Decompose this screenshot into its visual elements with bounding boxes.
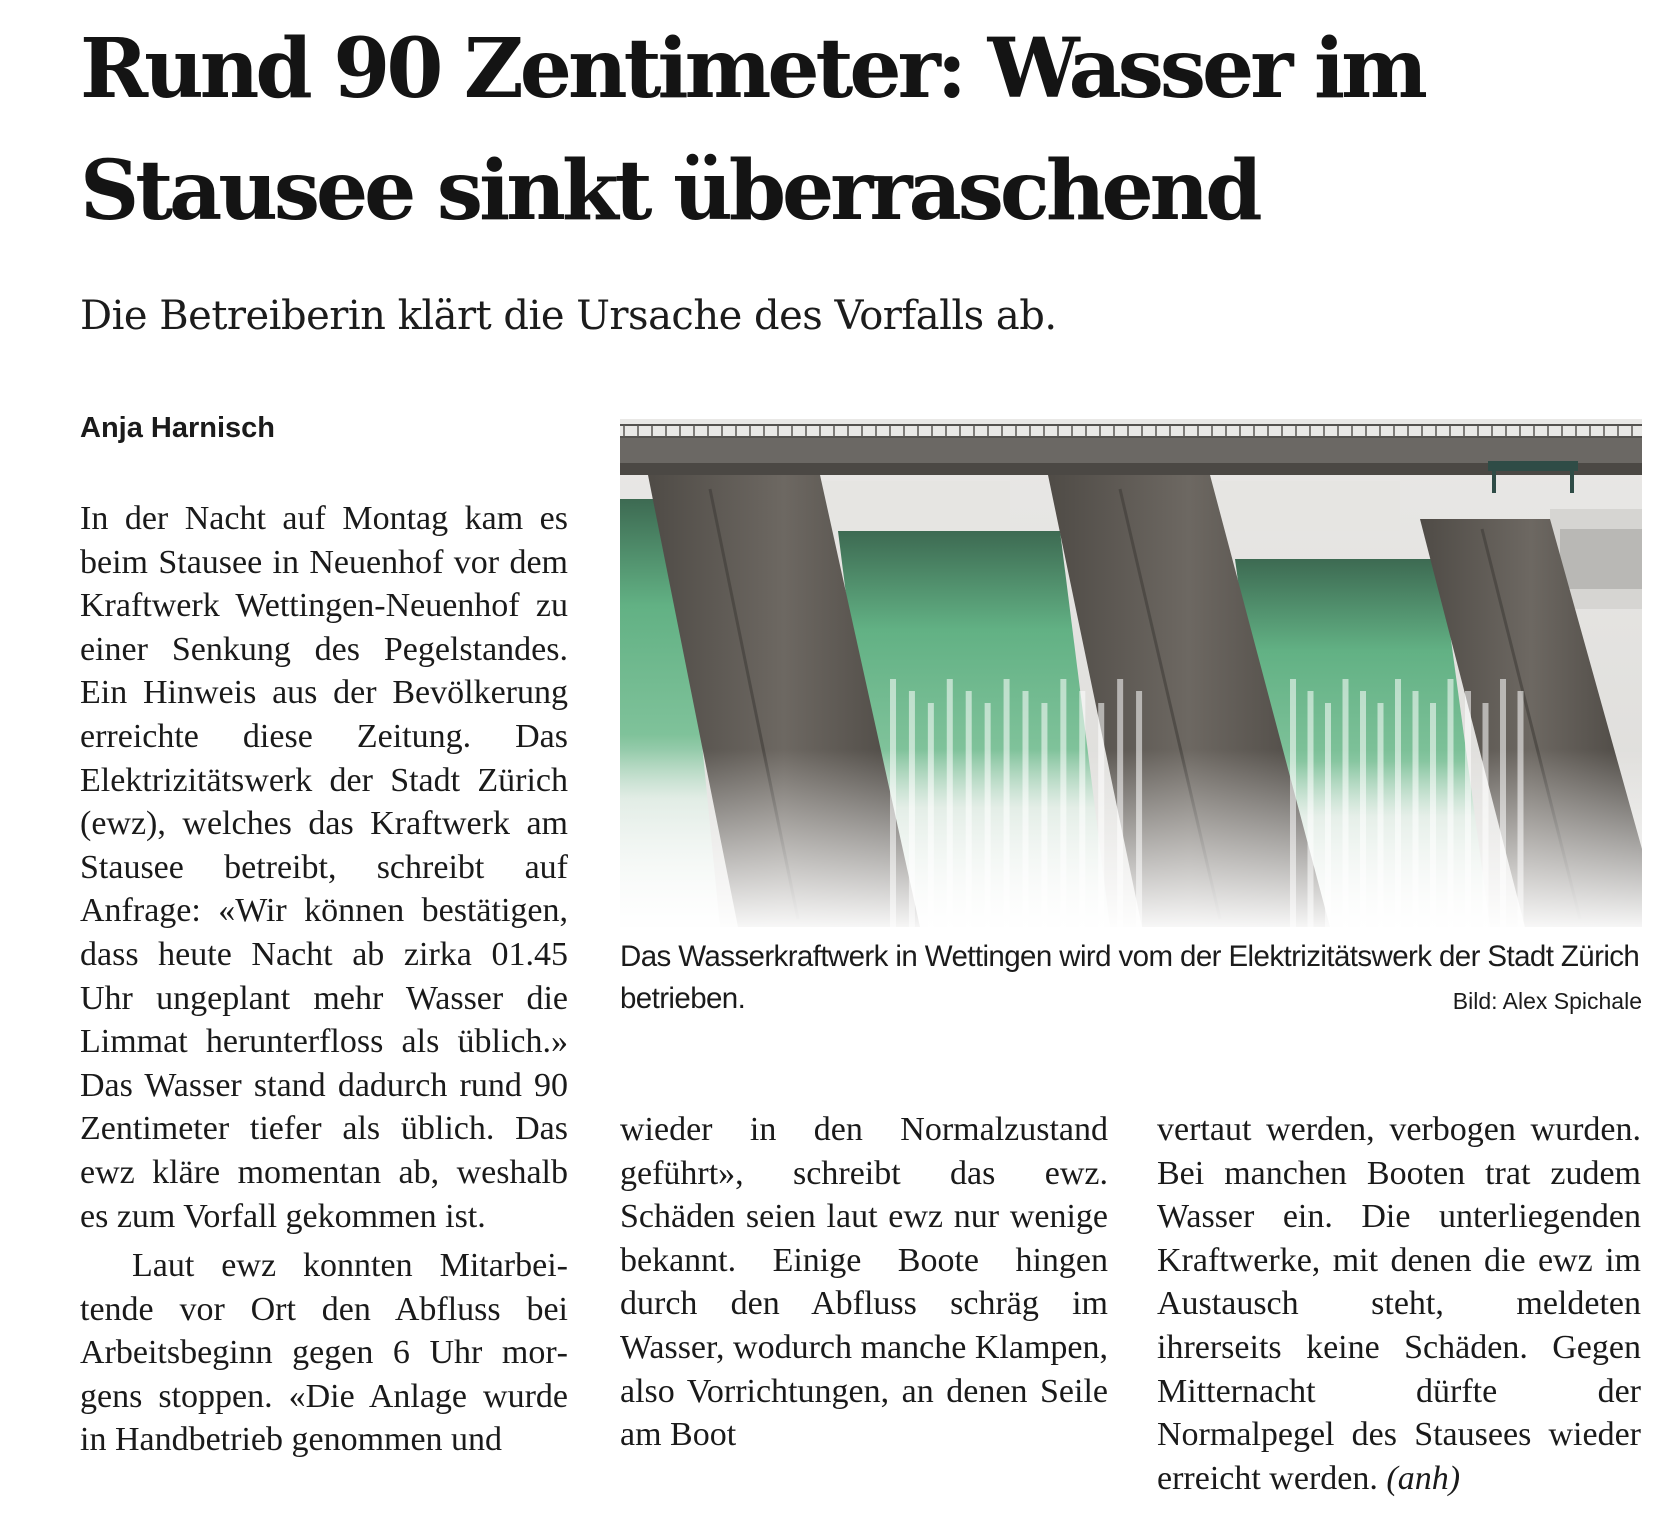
photo-caption: Das Wasserkraftwerk in Wettingen wird vom der Elektrizitätswerk der Stadt Zürich betrieben. <box>620 940 1640 1015</box>
dam-photo-illustration <box>620 419 1642 927</box>
article-paragraph-3 <box>1157 1108 1641 1500</box>
headline-line-1: Rund 90 Zentimeter: Wasser im <box>80 21 1424 117</box>
headline <box>80 8 1660 252</box>
article-paragraph-2-start: Laut ewz konnten Mitarbeitende vor Ort den Abfluss bei Arbeitsbeginn gegen 6 Uhr morgens stoppen. «Die Anlage wurde in Handbetrieb genommen und <box>80 1247 568 1459</box>
article-column-2 <box>620 1108 1108 1457</box>
photo-credit: Bild: Alex Spichale <box>1452 988 1642 1014</box>
article-paragraph-1: In der Nacht auf Montag kam es beim Stausee in Neuenhof vor dem Kraftwerk Wettingen-Neuenhof zu einer Senkung des Pegelstandes. Ein Hinweis aus der Bevölkerung erreichte diese Zeitung. Das Elektrizitätswerk der Stadt Zürich (ewz), welches das Kraftwerk am Stausee betreibt, schreibt auf Anfrage: «Wir können bestätigen, dass heute Nacht ab zirka 01.45 Uhr ungeplant mehr Wasser die Limmat herunterfloss als üblich.» Das Wasser stand dadurch rund 90 Zentimeter tiefer als üblich. Das ewz kläre momentan ab, weshalb es zum Vorfall gekommen ist. <box>80 500 568 1235</box>
author-byline: Anja Harnisch <box>80 412 275 444</box>
headline-line-2: Stausee sinkt überraschend <box>80 143 1259 239</box>
subtitle: Die Betreiberin klärt die Ursache des Vorfalls ab. <box>80 293 1057 339</box>
article-paragraph-2: wieder in den Normalzustand geführt», schreibt das ewz. Schäden seien laut ewz nur wenige bekannt. Einige Boote hingen durch den Abfluss schräg im Wasser, wodurch manche Klampen, also Vorrichtungen, an denen Seile am Boot <box>620 1111 1108 1454</box>
article-paragraph-3-text: vertaut werden, verbogen wurden. Bei manchen Booten trat zudem Wasser ein. Die unterliegenden Kraftwerke, mit denen die ewz im Austausch steht, meldeten ihrerseits keine Schäden. Gegen Mitternacht dürfte der Normalpegel des Stausees wieder erreicht werden. <box>1157 1111 1641 1497</box>
article-column-3 <box>1157 1108 1641 1500</box>
author-signature: (anh) <box>1386 1459 1461 1497</box>
dam-photo <box>620 419 1642 927</box>
article-column-1 <box>80 497 568 1462</box>
